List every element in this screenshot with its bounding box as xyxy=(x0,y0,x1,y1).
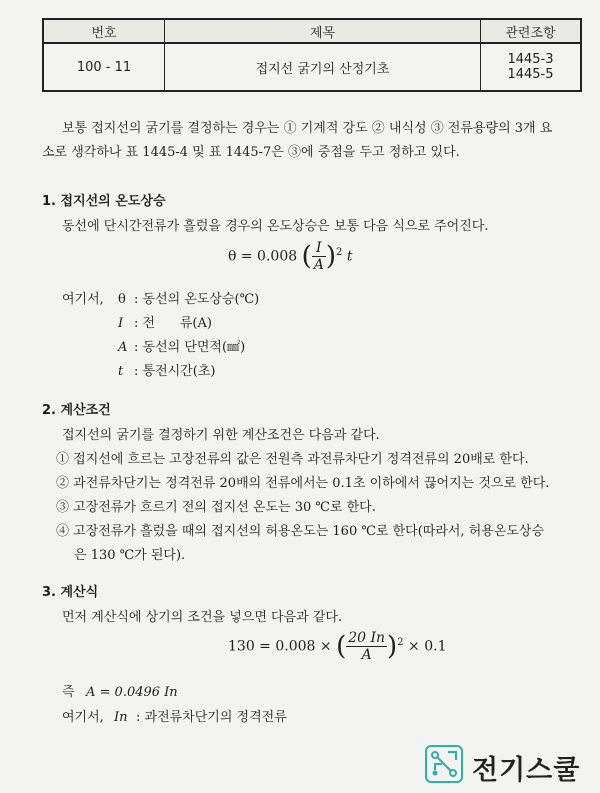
var-t-desc: : 통전시간(초) xyxy=(134,364,216,379)
formula-2-tail: × 0.1 xyxy=(408,638,447,655)
formula-2-fraction xyxy=(346,630,387,663)
formula-1-tail: t xyxy=(346,248,353,265)
condition-item-1: ① 접지선에 흐르는 고장전류의 값은 전원측 과전류차단기 정격전류의 20배로 한다. xyxy=(56,452,529,467)
row-number: 100 - 11 xyxy=(43,43,165,91)
circuit-board-icon xyxy=(424,744,464,784)
where-desc-2: : 과전류차단기의 정격전류 xyxy=(136,710,287,725)
header-table xyxy=(42,18,582,92)
var-i-desc: : 전 류(A) xyxy=(134,316,212,331)
formula-1: θ = 0.008 ( $\frac{I}{A}$ )$^2$ t xyxy=(228,240,353,273)
formula-2-num: 20 In xyxy=(348,630,386,646)
formula-2-lhs: 130 = 0.008 × xyxy=(228,638,332,655)
formula-1-lhs: θ = 0.008 xyxy=(228,248,298,265)
header-clauses: 관련조항 xyxy=(481,19,582,43)
where-sym-2: In xyxy=(114,710,128,725)
section-2-heading: 2. 계산조건 xyxy=(42,403,111,418)
clause-1: 1445-3 xyxy=(507,52,554,67)
var-theta-sym: θ xyxy=(118,292,126,307)
section-3-text: 먼저 계산식에 상기의 조건을 넣으면 다음과 같다. xyxy=(62,610,343,625)
intro-line-2: 소로 생각하나 표 1445-4 및 표 1445-7은 ③에 중점을 두고 정하고 있다. xyxy=(42,145,460,160)
var-a-sym: A xyxy=(118,340,128,355)
var-a-desc: : 동선의 단면적(㎟) xyxy=(134,340,246,355)
condition-item-4-cont: 은 130 ℃가 된다). xyxy=(74,548,186,563)
formula-2: 130 = 0.008 × ( $\frac{20 In}{A}$ )$^2$ × 0.1 xyxy=(228,630,447,663)
header-title: 제목 xyxy=(165,19,481,43)
logo-text: 전기스쿨 xyxy=(472,755,581,786)
row-title: 접지선 굵기의 산정기초 xyxy=(165,43,481,91)
section-2-text: 접지선의 굵기를 결정하기 위한 계산조건은 다음과 같다. xyxy=(62,428,380,443)
table-header-row xyxy=(43,19,581,43)
var-t-sym: t xyxy=(118,364,124,379)
var-i-sym: I xyxy=(118,316,124,331)
where-label: 여기서, xyxy=(62,292,104,307)
intro-line-1: 보통 접지선의 굵기를 결정하는 경우는 ① 기계적 강도 ② 내식성 ③ 전류용량의 3개 요 xyxy=(62,121,553,136)
result-formula: A = 0.0496 In xyxy=(86,685,178,700)
clause-2: 1445-5 xyxy=(507,67,554,82)
section-3-heading: 3. 계산식 xyxy=(42,585,99,600)
formula-1-den: A xyxy=(313,257,324,273)
condition-item-4: ④ 고장전류가 흘렀을 때의 접지선의 허용온도는 160 ℃로 한다(따라서, 허용온도상승 xyxy=(56,524,545,539)
formula-2-exp: 2 xyxy=(397,636,404,648)
where-label-2: 여기서, xyxy=(62,710,104,725)
header-number: 번호 xyxy=(43,19,165,43)
condition-item-2: ② 과전류차단기는 정격전류 20배의 전류에서는 0.1초 이하에서 끊어지는 것으로 한다. xyxy=(56,476,550,491)
section-1-text: 동선에 단시간전류가 흘렀을 경우의 온도상승은 보통 다음 식으로 주어진다. xyxy=(62,219,489,234)
formula-1-exp: 2 xyxy=(336,246,343,258)
formula-1-num: I xyxy=(312,240,326,257)
var-theta-desc: : 동선의 온도상승(℃) xyxy=(134,292,260,307)
formula-1-fraction xyxy=(312,240,326,273)
table-row xyxy=(43,43,581,91)
condition-item-3: ③ 고장전류가 흐르기 전의 접지선 온도는 30 ℃로 한다. xyxy=(56,500,376,515)
row-clauses xyxy=(481,43,582,91)
result-prefix: 즉 xyxy=(62,685,75,700)
section-1-heading: 1. 접지선의 온도상승 xyxy=(42,194,166,209)
formula-2-den: A xyxy=(361,647,372,663)
